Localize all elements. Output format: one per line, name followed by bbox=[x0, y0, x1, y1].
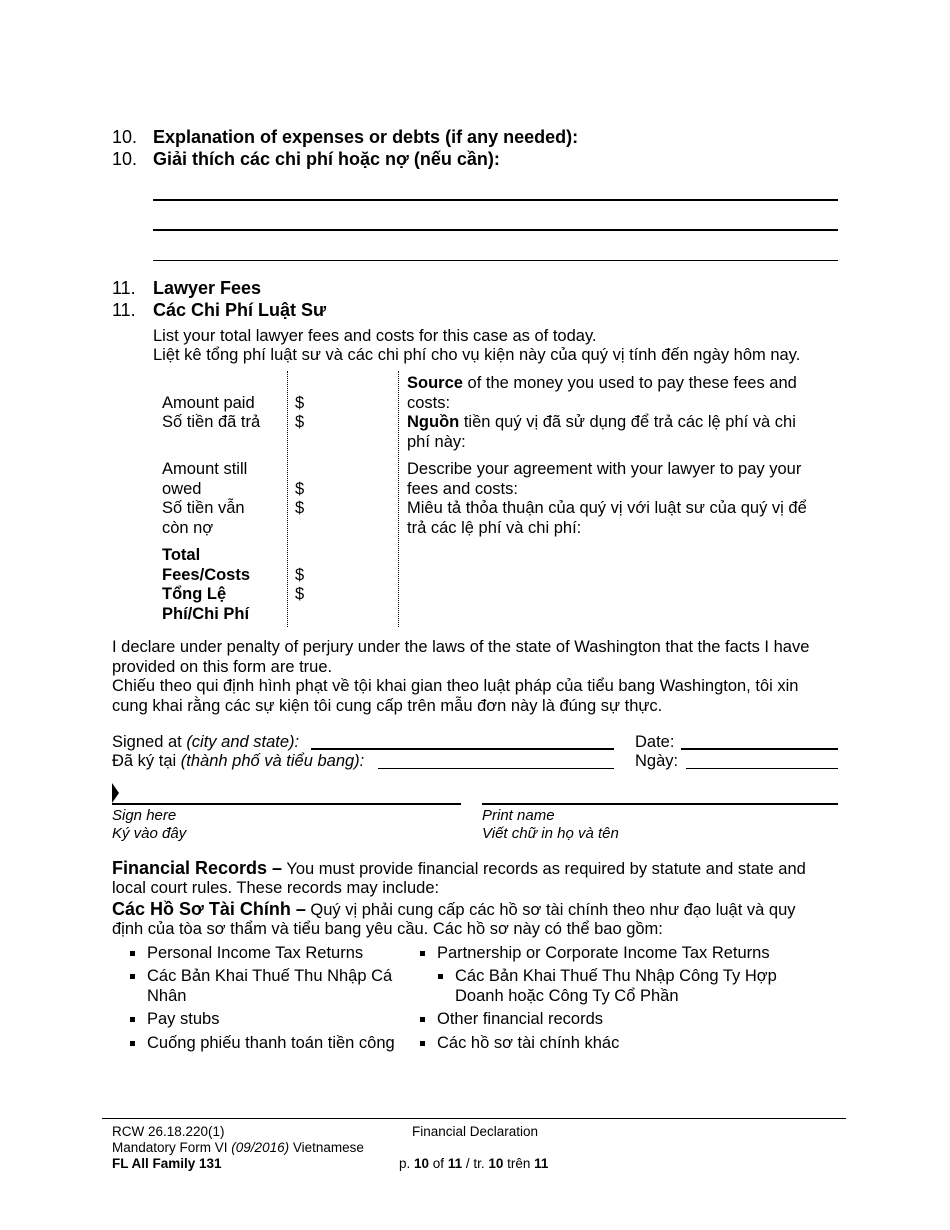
footer-page-number: p. 10 of 11 / tr. 10 trên 11 bbox=[399, 1156, 549, 1171]
list-item-continuation: Nhân bbox=[147, 987, 187, 1005]
total-label-vi-1: Tổng Lệ bbox=[162, 585, 227, 603]
print-name-label-vi: Viết chữ in họ và tên bbox=[482, 825, 619, 842]
total-dollar-vi[interactable]: $ bbox=[295, 585, 305, 603]
financial-records-en-2: local court rules. These records may include: bbox=[112, 879, 440, 897]
amount-owed-label-en-2: owed bbox=[162, 480, 202, 498]
list-item: Cuống phiếu thanh toán tiền công bbox=[147, 1034, 395, 1052]
declaration-vi-2: cung khai rằng các sự kiện tôi cung cấp trên mẫu đơn này là đúng sự thực. bbox=[112, 697, 663, 715]
source-label-en-2: costs: bbox=[407, 394, 451, 412]
signed-at-label-vi: Đã ký tại (thành phố và tiểu bang): bbox=[112, 752, 365, 770]
list-item: Personal Income Tax Returns bbox=[147, 944, 364, 962]
signed-at-field[interactable] bbox=[311, 748, 614, 750]
list-item: Các hồ sơ tài chính khác bbox=[437, 1034, 620, 1052]
agreement-label-vi-1: Miêu tả thỏa thuận của quý vị với luật sư của quý vị để bbox=[407, 499, 807, 517]
list-item: Các Bản Khai Thuế Thu Nhập Cá bbox=[147, 967, 393, 985]
sign-arrow-icon bbox=[112, 783, 119, 803]
declaration-vi-1: Chiếu theo qui định hình phạt về tội khai gian theo luật pháp của tiểu bang Washington, tôi xin bbox=[112, 677, 799, 695]
section-10-title-en: Explanation of expenses or debts (if any needed): bbox=[153, 127, 579, 147]
financial-records-en-1: Financial Records – You must provide financial records as required by statute and state and bbox=[112, 858, 806, 878]
declaration-en-1: I declare under penalty of perjury under the laws of the state of Washington that the facts I have bbox=[112, 638, 810, 656]
amount-paid-label-en: Amount paid bbox=[162, 394, 255, 412]
total-label-en-1: Total bbox=[162, 546, 201, 564]
signed-at-field-vi[interactable] bbox=[378, 768, 614, 769]
amount-owed-dollar[interactable]: $ bbox=[295, 480, 305, 498]
footer-code: FL All Family 131 bbox=[112, 1156, 222, 1171]
amount-owed-label-en-1: Amount still bbox=[162, 460, 248, 478]
date-label-vi: Ngày: bbox=[635, 752, 679, 770]
list-item-continuation: Doanh hoặc Công Ty Cổ Phần bbox=[455, 987, 679, 1005]
footer-form: Mandatory Form VI (09/2016) Vietnamese bbox=[112, 1140, 364, 1155]
amount-owed-dollar-vi[interactable]: $ bbox=[295, 499, 305, 517]
explanation-line-2[interactable] bbox=[153, 229, 838, 231]
list-item: Pay stubs bbox=[147, 1010, 220, 1028]
lawyer-fees-intro-en: List your total lawyer fees and costs for this case as of today. bbox=[153, 327, 597, 345]
explanation-line-1[interactable] bbox=[153, 199, 838, 201]
footer-rcw: RCW 26.18.220(1) bbox=[112, 1124, 225, 1139]
date-label-en: Date: bbox=[635, 733, 675, 751]
amount-paid-label-vi: Số tiền đã trả bbox=[162, 413, 261, 431]
agreement-label-en-2: fees and costs: bbox=[407, 480, 518, 498]
amount-owed-label-vi-2: còn nợ bbox=[162, 519, 214, 537]
explanation-line-3[interactable] bbox=[153, 260, 838, 261]
table-divider-1 bbox=[287, 371, 288, 627]
total-label-vi-2: Phí/Chi Phí bbox=[162, 605, 250, 623]
list-item: Partnership or Corporate Income Tax Returns bbox=[437, 944, 770, 962]
footer-divider bbox=[102, 1118, 846, 1119]
amount-paid-dollar[interactable]: $ bbox=[295, 394, 305, 412]
print-name-field[interactable] bbox=[482, 803, 838, 805]
section-11-title-vi: Các Chi Phí Luật Sư bbox=[153, 300, 327, 320]
agreement-label-vi-2: trả các lệ phí và chi phí: bbox=[407, 519, 582, 537]
section-11-number-vi: 11. bbox=[112, 300, 136, 320]
total-label-en-2: Fees/Costs bbox=[162, 566, 251, 584]
footer-doc-title: Financial Declaration bbox=[412, 1124, 539, 1139]
section-11-number: 11. bbox=[112, 278, 136, 298]
total-dollar[interactable]: $ bbox=[295, 566, 305, 584]
source-label-en: Source of the money you used to pay these fees and bbox=[407, 374, 797, 392]
source-label-vi: Nguồn tiền quý vị đã sử dụng để trả các lệ phí và chi bbox=[407, 413, 796, 431]
section-10-number-vi: 10. bbox=[112, 149, 138, 169]
signature-field[interactable] bbox=[112, 803, 461, 805]
signed-at-label-en: Signed at (city and state): bbox=[112, 733, 300, 751]
agreement-label-en-1: Describe your agreement with your lawyer to pay your bbox=[407, 460, 802, 478]
sign-here-label-en: Sign here bbox=[112, 807, 177, 824]
financial-records-vi-2: định của tòa sơ thẩm và tiểu bang yêu cầu. Các hồ sơ này có thể bao gồm: bbox=[112, 920, 663, 938]
financial-records-vi-1: Các Hồ Sơ Tài Chính – Quý vị phải cung cấp các hồ sơ tài chính theo như đạo luật và quy bbox=[112, 899, 796, 919]
table-divider-2 bbox=[398, 371, 399, 627]
declaration-en-2: provided on this form are true. bbox=[112, 658, 333, 676]
lawyer-fees-intro-vi: Liệt kê tổng phí luật sư và các chi phí cho vụ kiện này của quý vị tính đến ngày hôm nay. bbox=[153, 346, 801, 364]
source-label-vi-2: phí này: bbox=[407, 433, 466, 451]
section-10-title-vi: Giải thích các chi phí hoặc nợ (nếu cần): bbox=[153, 149, 500, 169]
sign-here-label-vi: Ký vào đây bbox=[112, 825, 187, 842]
section-10-number: 10. bbox=[112, 127, 138, 147]
amount-owed-label-vi-1: Số tiền vẫn bbox=[162, 499, 245, 517]
section-11-title-en: Lawyer Fees bbox=[153, 278, 262, 298]
date-field[interactable] bbox=[681, 748, 838, 750]
list-item: Other financial records bbox=[437, 1010, 603, 1028]
date-field-vi[interactable] bbox=[686, 768, 838, 769]
amount-paid-dollar-vi[interactable]: $ bbox=[295, 413, 305, 431]
list-item: Các Bản Khai Thuế Thu Nhập Công Ty Hợp bbox=[455, 967, 777, 985]
print-name-label-en: Print name bbox=[482, 807, 555, 824]
